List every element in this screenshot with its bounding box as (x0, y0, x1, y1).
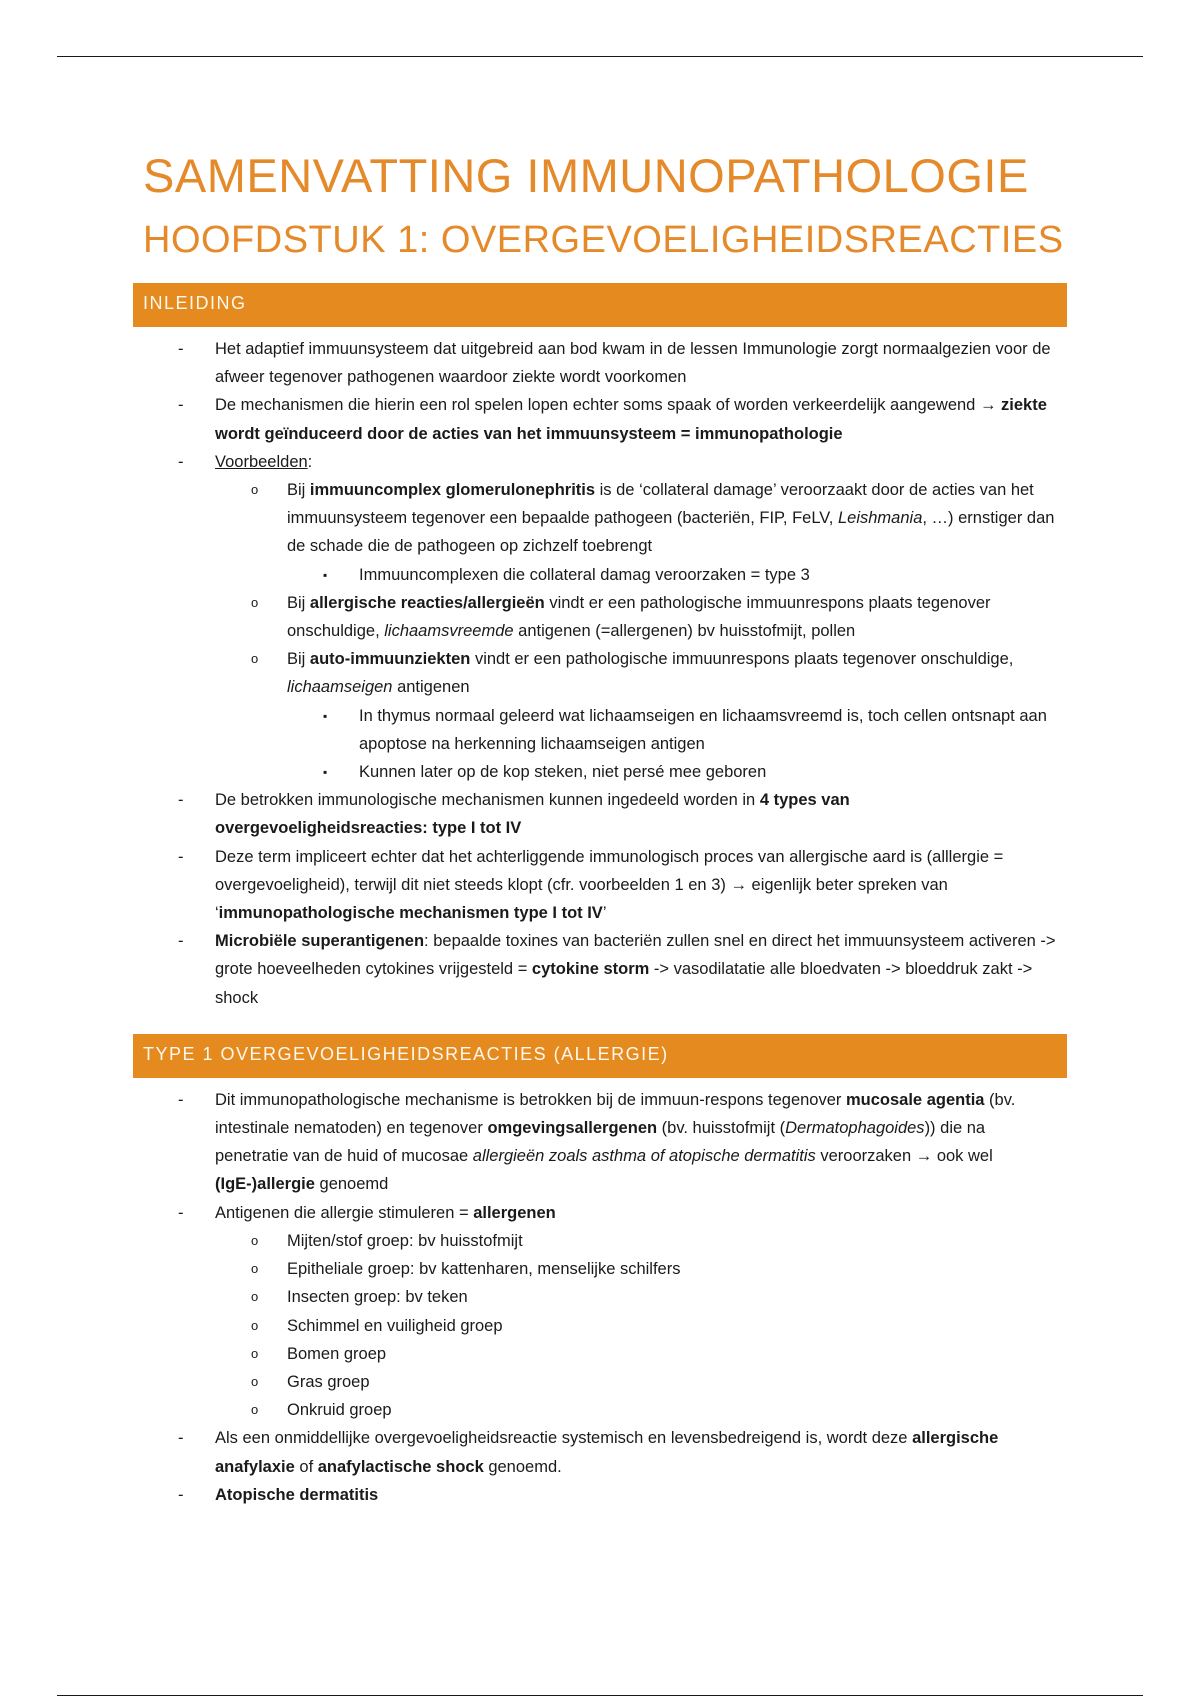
list-item: o Epitheliale groep: bv kattenharen, menselijke schilfers (215, 1255, 1063, 1283)
list-item: - Het adaptief immuunsysteem dat uitgebreid aan bod kwam in de lessen Immunologie zorgt normaalgezien voor de afweer tegenover pathogenen waardoor ziekte wordt voorkomen (133, 335, 1063, 391)
list-item: ▪ In thymus normaal geleerd wat lichaamseigen en lichaamsvreemd is, toch cellen ontsnapt aan apoptose na herkenning lichaamseigen antigen (287, 702, 1063, 758)
list-item: o Bij allergische reacties/allergieën vindt er een pathologische immuunrespons plaats tegenover onschuldige, lichaamsvreemde antigenen (=allergenen) bv huisstofmijt, pollen (215, 589, 1063, 645)
list-item: o Bomen groep (215, 1340, 1063, 1368)
list-item: o Bij immuuncomplex glomerulonephritis is de ‘collateral damage’ veroorzaakt door de acties van het immuunsysteem tegenover een bepaalde pathogeen (bacteriën, FIP, FeLV, Leishmania, …) ernstiger dan de schade die de pathogeen op zichzelf toebrengt ▪ Immuuncomplexen die collateral damag veroorzaken = type 3 (215, 476, 1063, 589)
list-item: o Onkruid groep (215, 1396, 1063, 1424)
document-title: SAMENVATTING IMMUNOPATHOLOGIE (143, 149, 1029, 202)
list-item: - Atopische dermatitis (133, 1481, 1063, 1509)
footer-rule (57, 1695, 1143, 1696)
list-item: ▪ Immuuncomplexen die collateral damag veroorzaken = type 3 (287, 561, 1063, 589)
allergen-groups-list (215, 1227, 1063, 1424)
arrow-right-icon: → (730, 875, 747, 894)
examples-list (215, 476, 1063, 786)
list-item: o Mijten/stof groep: bv huisstofmijt (215, 1227, 1063, 1255)
list-item: - Dit immunopathologische mechanisme is betrokken bij de immuun-respons tegenover mucosale agentia (bv. intestinale nematoden) en tegenover omgevingsallergenen (bv. huisstofmijt (Dermatophagoides)) die na penetratie van de huid of mucosae allergieën zoals asthma of atopische dermatitis veroorzaken → ook wel (IgE-)allergie genoemd (133, 1086, 1063, 1199)
list-item: o Insecten groep: bv teken (215, 1283, 1063, 1311)
arrow-right-icon: → (915, 1147, 933, 1166)
inleiding-list (133, 335, 1063, 1012)
list-item: - Deze term impliceert echter dat het achterliggende immunologisch proces van allergische aard is (alllergie = overgevoeligheid), terwijl dit niet steeds klopt (cfr. voorbeelden 1 en 3) → eigenlijk beter spreken van ‘immunopathologische mechanismen type I tot IV’ (133, 843, 1063, 928)
list-item: - Antigenen die allergie stimuleren = allergenen o Mijten/stof groep: bv huisstofmijt o Epitheliale groep: bv kattenharen, menselijke schilfers o Insecten groep: bv teken o Schimmel en vuiligheid groep o Bomen groep o Gras groep o Onkruid groep (133, 1199, 1063, 1425)
document-page (133, 140, 1063, 1509)
section-heading-inleiding: INLEIDING (133, 283, 1067, 327)
list-item: o Schimmel en vuiligheid groep (215, 1312, 1063, 1340)
arrow-right-icon: → (979, 396, 997, 415)
list-item: - De betrokken immunologische mechanismen kunnen ingedeeld worden in 4 types van overgevoeligheidsreacties: type I tot IV (133, 786, 1063, 842)
list-item: - De mechanismen die hierin een rol spelen lopen echter soms spaak of worden verkeerdelijk aangewend → ziekte wordt geïnduceerd door de acties van het immuunsysteem = immunopathologie (133, 391, 1063, 447)
list-item: - Microbiële superantigenen: bepaalde toxines van bacteriën zullen snel en direct het immuunsysteem activeren -> grote hoeveelheden cytokines vrijgesteld = cytokine storm -> vasodilatatie alle bloedvaten -> bloeddruk zakt -> shock (133, 927, 1063, 1012)
examples-label: Voorbeelden (215, 452, 308, 471)
list-item: ▪ Kunnen later op de kop steken, niet persé mee geboren (287, 758, 1063, 786)
list-item: - Als een onmiddellijke overgevoeligheidsreactie systemisch en levensbedreigend is, wordt deze allergische anafylaxie of anafylactische shock genoemd. (133, 1424, 1063, 1480)
chapter-title: HOOFDSTUK 1: OVERGEVOELIGHEIDSREACTIES (143, 219, 1064, 261)
header-rule (57, 56, 1143, 57)
section-heading-type1: TYPE 1 OVERGEVOELIGHEIDSREACTIES (ALLERGIE) (133, 1034, 1067, 1078)
type1-list (133, 1086, 1063, 1509)
list-item: - Voorbeelden: o Bij immuuncomplex glomerulonephritis is de ‘collateral damage’ veroorzaakt door de acties van het immuunsysteem tegenover een bepaalde pathogeen (bacteriën, FIP, FeLV, Leishmania, …) ernstiger dan de schade die de pathogeen op zichzelf toebrengt ▪ Immuuncomplexen die collateral damag veroorzaken = type 3 o Bij allergische reacties/allergieën vindt er een pathologische immuunrespons plaats tegenover onschuldige, lichaamsvreemde antigenen (=allergenen) bv huisstofmijt, pollen o Bij auto-immuunziekten vindt er een pathologische immuunrespons plaats tegenover onschuldige, lichaamseigen antigenen ▪ In thymus normaal geleerd wat lichaamseigen en lichaamsvreemd is, toch cellen ontsnapt aan apoptose na herkenning lichaamseigen antigen ▪ Kunnen later op de kop steken, niet persé mee geboren (133, 448, 1063, 786)
list-item: o Bij auto-immuunziekten vindt er een pathologische immuunrespons plaats tegenover onschuldige, lichaamseigen antigenen ▪ In thymus normaal geleerd wat lichaamseigen en lichaamsvreemd is, toch cellen ontsnapt aan apoptose na herkenning lichaamseigen antigen ▪ Kunnen later op de kop steken, niet persé mee geboren (215, 645, 1063, 786)
list-item: o Gras groep (215, 1368, 1063, 1396)
